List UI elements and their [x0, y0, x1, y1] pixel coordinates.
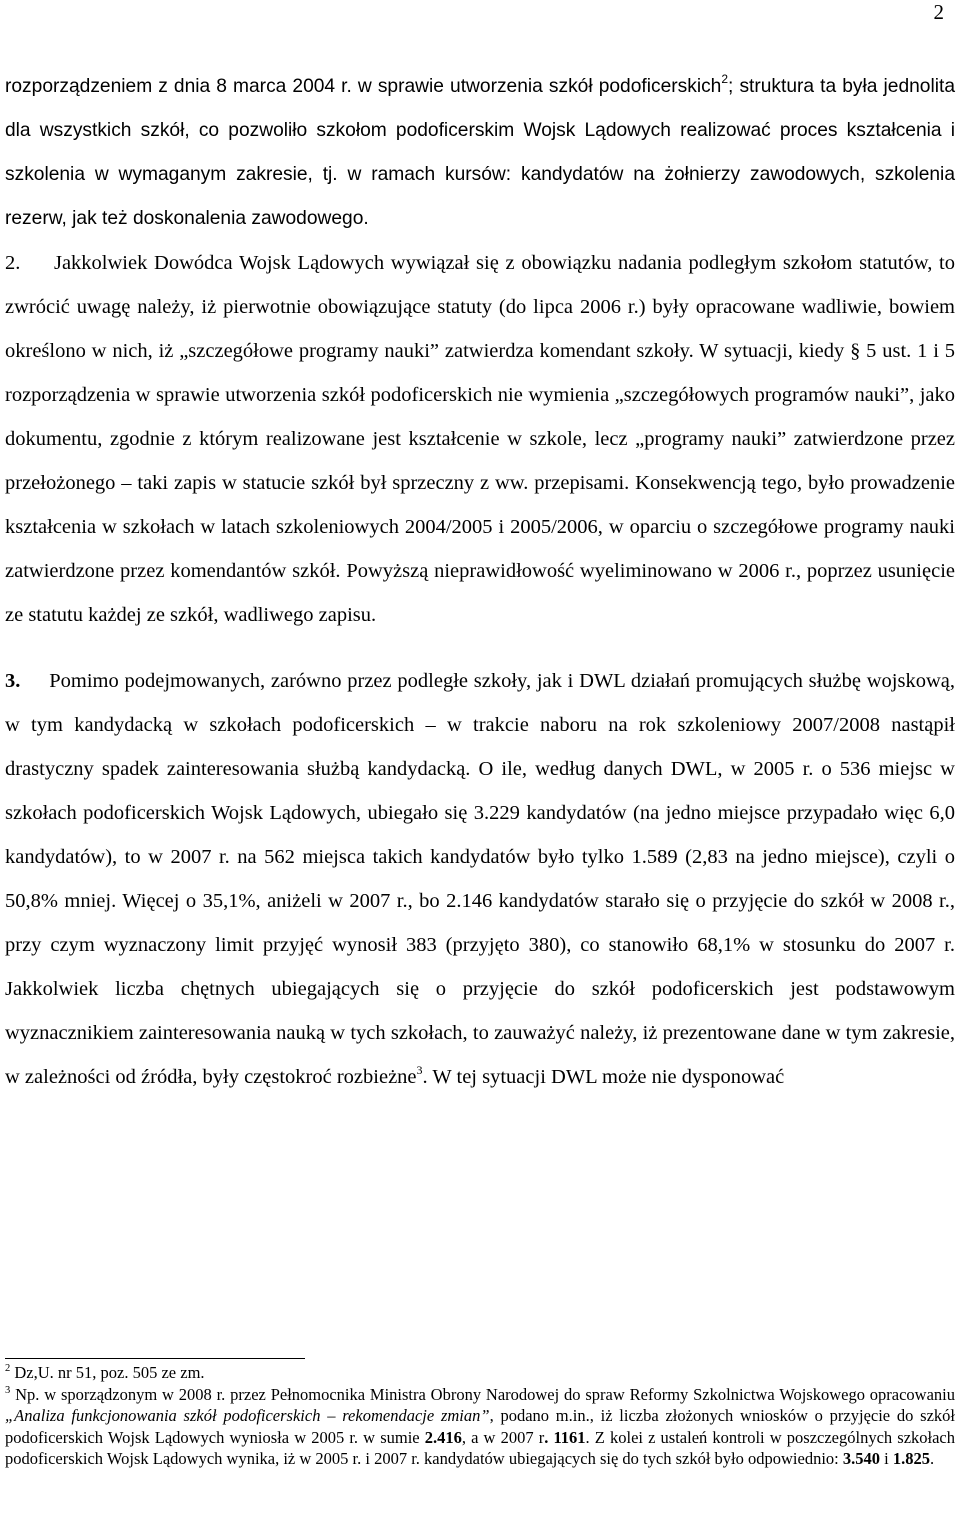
- footnote-2-marker: 2: [5, 1363, 11, 1374]
- footnote-3-text-d: . Z kolei z ustaleń kontroli w poszczególnych szkołach podoficerskich Wojsk Lądowych wynika, iż w 2005 r. i 2007 r. kandydatów ubiegających się do tych szkół było odpowiednio:: [5, 1427, 956, 1468]
- footnote-2: [5, 1362, 955, 1384]
- paragraph-2-text: Jakkolwiek Dowódca Wojsk Lądowych wywiązał się z obowiązku nadania podległym szkołom statutów, to zwrócić uwagę należy, iż pierwotnie obowiązujące statuty (do lipca 2006 r.) były opracowane wadliwie, bowiem określono w nich, iż „szczegółowe programy nauki” zatwierdza komendant szkoły. W sytuacji, kiedy § 5 ust. 1 i 5 rozporządzenia w sprawie utworzenia szkół podoficerskich nie wymienia „szczegółowych programów nauki”, jako dokumentu, zgodnie z którym realizowane jest kształcenie w szkole, lecz „programy nauki” zatwierdzone przez przełożonego – taki zapis w statucie szkół był sprzeczny z ww. przepisami. Konsekwencją tego, było prowadzenie kształcenia w szkołach w latach szkoleniowych 2004/2005 i 2005/2006, w oparciu o szczegółowe programy nauki zatwierdzone przez komendantów szkół. Powyższą nieprawidłowość wyeliminowano w 2006 r., poprzez usunięcie ze statutu każdej ze szkół, wadliwego zapisu.: [5, 252, 956, 626]
- paragraph-3: [5, 659, 955, 1099]
- footnotes: [5, 1362, 955, 1470]
- footnote-3-text-e: i: [880, 1449, 893, 1468]
- paragraph-2: [5, 241, 955, 637]
- paragraph-3-text-b: . W tej sytuacji DWL może nie dysponować: [422, 1066, 785, 1088]
- footnote-3-text-c: , a w 2007 r: [461, 1427, 545, 1447]
- footnote-separator: [5, 1358, 305, 1359]
- footnote-3: [5, 1384, 955, 1470]
- footnote-3-text-a: Np. w sporządzonym w 2008 r. przez Pełnomocnika Ministra Obrony Narodowej do spraw Reformy Szkolnictwa Wojskowego opracowaniu: [15, 1384, 956, 1404]
- footnote-3-reference: 3: [416, 1063, 423, 1077]
- footnote-3-value-control-2007: 1.825: [892, 1449, 930, 1468]
- paragraph-1: [5, 65, 955, 241]
- paragraph-2-number: 2.: [5, 252, 21, 274]
- page-number: 2: [933, 0, 944, 24]
- footnote-3-value-2007: . 1161: [544, 1427, 586, 1447]
- paragraph-3-text-a: Pomimo podejmowanych, zarówno przez podległe szkoły, jak i DWL działań promujących służbę wojskową, w tym kandydacką w szkołach podoficerskich – w trakcie naboru na rok szkoleniowy 2007/2008 nastąpił drastyczny spadek zainteresowania służbą kandydacką. O ile, według danych DWL, w 2005 r. o 536 miejsc w szkołach podoficerskich Wojsk Lądowych, ubiegało się 3.229 kandydatów (na jedno miejsce przypadało więc 6,0 kandydatów), to w 2007 r. na 562 miejsca takich kandydatów było tylko 1.589 (2,83 na jedno miejsce), czyli o 50,8% mniej. Więcej o 35,1%, aniżeli w 2007 r., bo 2.146 kandydatów starało się o przyjęcie do szkół w 2008 r., przy czym wyznaczony limit przyjęć wynosił 383 (przyjęto 380), co stanowiło 68,1% w stosunku do 2007 r. Jakkolwiek liczba chętnych ubiegających się o przyjęcie do szkół podoficerskich jest podstawowym wyznacznikiem zainteresowania nauką w tych szkołach, to zauważyć należy, iż prezentowane dane w tym zakresie, w zależności od źródła, były częstokroć rozbieżne: [5, 670, 955, 1088]
- footnote-3-value-2005: 2.416: [424, 1427, 462, 1447]
- footnote-3-value-control-2005: 3.540: [842, 1449, 880, 1468]
- footnote-3-text-b: , podano m.in., iż liczba złożonych wniosków o przyjęcie do szkół podoficerskich Wojsk Lądowych wyniosła w 2005 r. w sumie: [5, 1406, 956, 1447]
- footnote-3-marker: 3: [5, 1384, 11, 1396]
- footnote-3-text-f: .: [929, 1449, 935, 1468]
- paragraph-3-number: 3.: [5, 670, 21, 692]
- main-text: [5, 65, 955, 1099]
- paragraph-1-text-a: rozporządzeniem z dnia 8 marca 2004 r. w sprawie utworzenia szkół podoficerskich: [5, 76, 722, 97]
- footnote-2-text: Dz,U. nr 51, poz. 505 ze zm.: [14, 1363, 205, 1382]
- paragraph-1-text-b: ; struktura ta była jednolita dla wszystkich szkół, co pozwoliło szkołom podoficerskim Wojsk Lądowych realizować proces kształcenia i szkolenia w wymaganym zakresie, tj. w ramach kursów: kandydatów na żołnierzy zawodowych, szkolenia rezerw, jak też doskonalenia zawodowego.: [5, 76, 955, 229]
- footnote-2-reference: 2: [721, 72, 729, 86]
- footnote-3-title: „Analiza funkcjonowania szkół podoficerskich – rekomendacje zmian”: [5, 1406, 490, 1425]
